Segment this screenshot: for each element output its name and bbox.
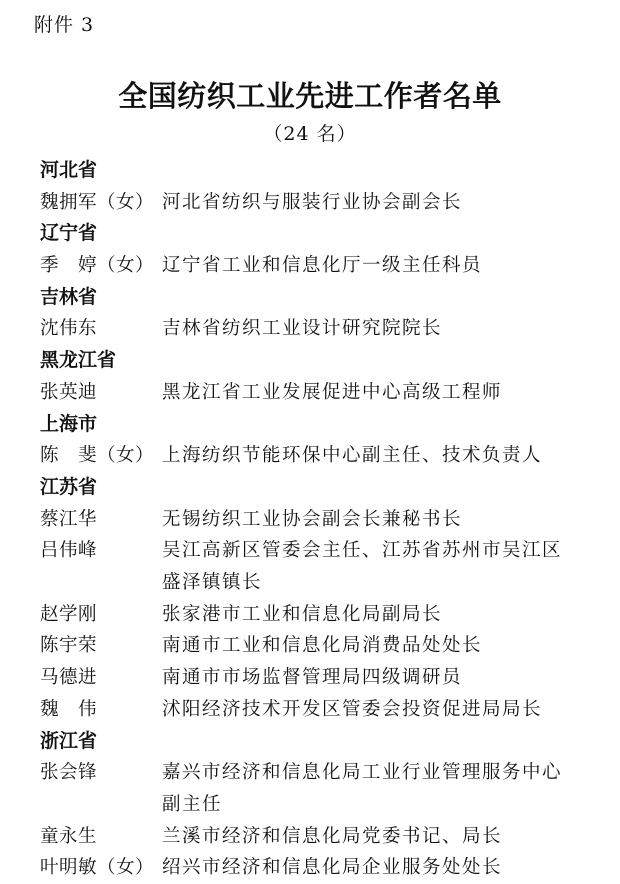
honoree-count: （24 名） [263,123,357,145]
honoree-position: 兰溪市经济和信息化局党委书记、局长 [162,825,503,847]
honoree-row [40,599,600,631]
honoree-row [40,377,600,409]
honoree-list [40,155,600,884]
honoree-row [40,821,600,853]
honoree-name: 季 婷（女） [40,255,155,277]
province-heading: 上海市 [40,412,98,435]
honoree-name: 吕伟峰 [40,540,98,562]
honoree-name: 魏拥军（女） [40,191,155,213]
honoree-name: 马德进 [40,667,98,689]
honoree-position: 张家港市工业和信息化局副局长 [162,603,443,625]
honoree-name: 魏 伟 [40,698,98,720]
document-title: 全国纺织工业先进工作者名单 [118,79,502,113]
honoree-name: 张英迪 [40,381,98,403]
honoree-name: 赵学刚 [40,603,98,625]
honoree-position: 绍兴市经济和信息化局企业服务处处长 [162,857,503,879]
honoree-name: 陈宇荣 [40,635,98,657]
honoree-row [40,852,600,884]
honoree-position: 南通市工业和信息化局消费品处处长 [162,635,483,657]
honoree-row [40,187,600,219]
honoree-name: 蔡江华 [40,508,98,530]
province-heading: 吉林省 [40,285,98,308]
honoree-position: 吉林省纺织工业设计研究院院长 [162,318,443,340]
province-heading: 浙江省 [40,729,98,752]
honoree-position: 辽宁省工业和信息化厅一级主任科员 [162,255,483,277]
honoree-position: 上海纺织节能环保中心副主任、技术负责人 [162,445,543,467]
province-heading: 黑龙江省 [40,349,117,372]
province-heading: 江苏省 [40,475,98,498]
honoree-row [40,504,600,536]
honoree-position: 无锡纺织工业协会副会长兼秘书长 [162,508,463,530]
honoree-position: 黑龙江省工业发展促进中心高级工程师 [162,381,503,403]
honoree-name: 童永生 [40,825,98,847]
honoree-name: 叶明敏（女） [40,857,155,879]
honoree-row [40,535,600,598]
honoree-row [40,250,600,282]
honoree-row [40,313,600,345]
honoree-row [40,630,600,662]
honoree-name: 陈 斐（女） [40,445,155,467]
honoree-row [40,694,600,726]
honoree-position: 河北省纺织与服装行业协会副会长 [162,191,463,213]
honoree-position: 沭阳经济技术开发区管委会投资促进局局长 [162,698,543,720]
attachment-label: 附件 3 [34,14,95,36]
honoree-position: 吴江高新区管委会主任、江苏省苏州市吴江区盛泽镇镇长 [162,540,563,594]
honoree-row [40,440,600,472]
province-heading: 辽宁省 [40,222,98,245]
honoree-name: 张会锋 [40,762,98,784]
honoree-row [40,757,600,820]
honoree-position: 嘉兴市经济和信息化局工业行业管理服务中心副主任 [162,762,563,815]
honoree-row [40,662,600,694]
honoree-name: 沈伟东 [40,318,98,340]
honoree-position: 南通市市场监督管理局四级调研员 [162,667,463,689]
province-heading: 河北省 [40,159,98,181]
